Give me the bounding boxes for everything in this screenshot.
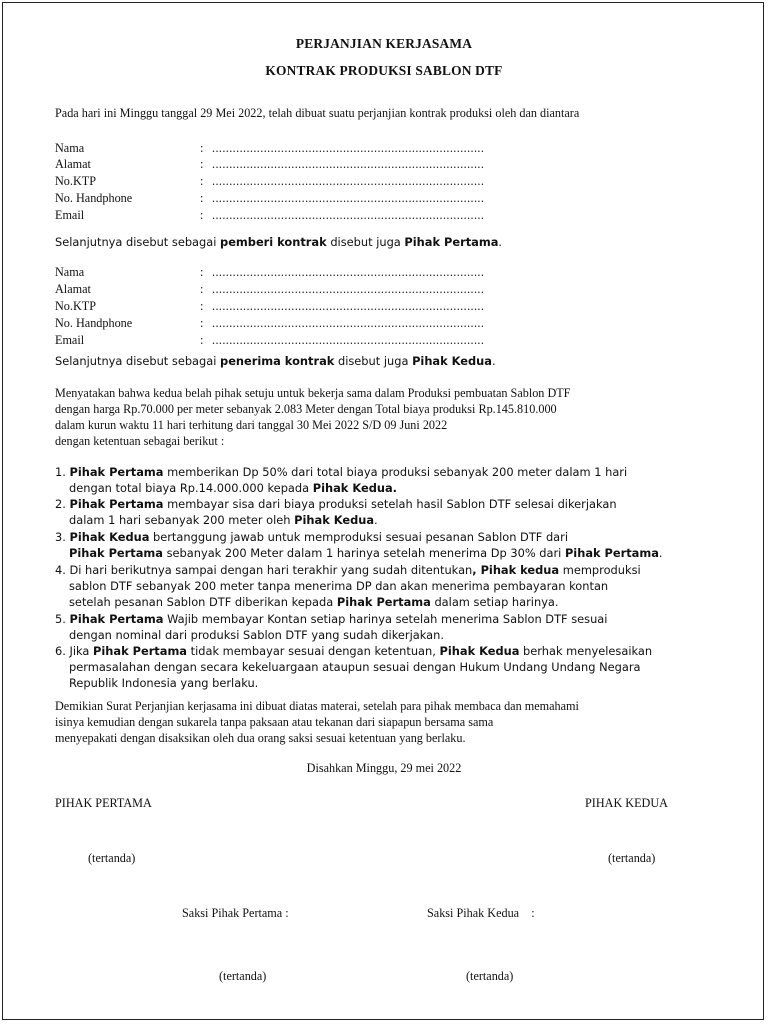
term-3-cont [69, 545, 663, 561]
term-number: 6. [55, 644, 70, 658]
bold-segment: Pihak Pertama [404, 235, 499, 249]
field-colon: : [200, 174, 204, 188]
field-dots: ............................................................................... [212, 191, 485, 205]
text-segment: Jika [69, 644, 94, 658]
field-colon: : [200, 299, 204, 313]
text-segment: dalam setiap harinya. [430, 595, 559, 609]
ratification-date: Disahkan Minggu, 29 mei 2022 [306, 761, 462, 775]
bold-segment: Pihak Kedua [412, 354, 492, 368]
bold-segment: Pihak Kedua [69, 530, 150, 544]
term-6-cont: permasalahan dengan secara kekeluargaan ataupun sesuai dengan Hukum Undang Undang Negara [69, 660, 641, 674]
field-colon: : [200, 316, 204, 330]
text-segment: sebanyak 200 Meter dalam 1 harinya setelah menerima Dp 30% dari [162, 546, 565, 560]
field-dots: ............................................................................... [212, 316, 485, 330]
term-5-cont: dengan nominal dari produksi Sablon DTF yang sudah dikerjakan. [69, 628, 444, 642]
field-label: Alamat [55, 282, 91, 296]
party2-description [55, 353, 496, 369]
witness1-signed: (tertanda) [219, 969, 267, 983]
term-number: 5. [55, 612, 70, 626]
party2-field-email [55, 332, 484, 348]
party1-field-ktp [55, 173, 484, 189]
term-4-cont [69, 594, 559, 610]
party1-signature-heading: PIHAK PERTAMA [55, 796, 152, 810]
term-2 [55, 496, 617, 512]
party2-field-phone [55, 315, 484, 331]
text-segment: disebut juga [334, 354, 413, 368]
closing-line: menyepakati dengan disaksikan oleh dua orang saksi sesuai ketentuan yang berlaku. [55, 731, 466, 745]
field-colon: : [200, 141, 204, 155]
statement-line: dengan harga Rp.70.000 per meter sebanyak 2.083 Meter dengan Total biaya produksi Rp.145.810.000 [55, 402, 557, 416]
term-number: 2. [55, 497, 70, 511]
field-label: No. Handphone [55, 191, 133, 205]
bold-segment: Pihak Pertama [69, 465, 164, 479]
text-segment: . [491, 354, 496, 368]
field-colon: : [200, 333, 204, 347]
witness2-signed: (tertanda) [466, 969, 514, 983]
text-segment: disebut juga [326, 235, 405, 249]
bold-segment: Pihak Kedua [439, 644, 520, 658]
statement-line: dengan ketentuan sebagai berikut : [55, 434, 225, 448]
field-dots: ............................................................................... [212, 141, 485, 155]
party1-signed: (tertanda) [88, 851, 136, 865]
text-segment: dengan total biaya Rp.14.000.000 kepada [69, 481, 313, 495]
field-dots: ............................................................................... [212, 157, 485, 171]
text-segment: memproduksi [559, 563, 641, 577]
statement-line: Menyatakan bahwa kedua belah pihak setuju untuk bekerja sama dalam Produksi pembuatan Sablon DTF [55, 386, 571, 400]
bold-segment: Pihak Pertama [336, 595, 431, 609]
field-dots: ............................................................................... [212, 174, 485, 188]
party2-signed: (tertanda) [608, 851, 656, 865]
party1-field-name [55, 140, 484, 156]
bold-segment: Pihak Pertama [69, 546, 163, 560]
field-colon: : [200, 157, 204, 171]
text-segment: setelah pesanan Sablon DTF diberikan kepada [69, 595, 337, 609]
term-1 [55, 464, 627, 480]
term-6 [55, 643, 652, 659]
intro-paragraph: Pada hari ini Minggu tanggal 29 Mei 2022, telah dibuat suatu perjanjian kontrak produksi oleh dan diantara [55, 106, 580, 120]
bold-segment: Pihak Pertama [564, 546, 659, 560]
field-dots: ............................................................................... [212, 333, 485, 347]
field-label: No. Handphone [55, 316, 133, 330]
text-segment: . [374, 513, 378, 527]
term-1-cont [69, 480, 397, 496]
party2-field-address [55, 281, 484, 297]
term-number: 3. [55, 530, 70, 544]
party1-description [55, 234, 502, 250]
term-3 [55, 529, 568, 545]
field-colon: : [200, 208, 204, 222]
field-dots: ............................................................................... [212, 299, 485, 313]
field-colon: : [200, 191, 204, 205]
field-label: No.KTP [55, 174, 96, 188]
party1-field-address [55, 156, 484, 172]
bold-segment: Pihak Kedua. [312, 481, 397, 495]
field-dots: ............................................................................... [212, 282, 485, 296]
bold-segment: Pihak Pertama [93, 644, 187, 658]
party2-field-name [55, 264, 484, 280]
text-segment: tidak membayar sesuai dengan ketentuan, [187, 644, 440, 658]
bold-segment: Pihak Pertama [69, 612, 164, 626]
statement-line: dalam kurun waktu 11 hari terhitung dari tanggal 30 Mei 2022 S/D 09 Juni 2022 [55, 418, 448, 432]
text-segment: Selanjutnya disebut sebagai [55, 354, 221, 368]
text-segment: bertanggung jawab untuk memproduksi sesuai pesanan Sablon DTF dari [149, 530, 569, 544]
text-segment: Wajib membayar Kontan setiap harinya setelah menerima Sablon DTF sesuai [163, 612, 608, 626]
witness2-heading: Saksi Pihak Kedua : [427, 906, 535, 920]
document-subtitle: KONTRAK PRODUKSI SABLON DTF [265, 63, 503, 78]
field-colon: : [200, 282, 204, 296]
text-segment: Selanjutnya disebut sebagai [55, 235, 221, 249]
field-label: Email [55, 333, 85, 347]
witness1-heading: Saksi Pihak Pertama : [182, 906, 289, 920]
field-colon: : [200, 265, 204, 279]
field-label: Alamat [55, 157, 91, 171]
document-title: PERJANJIAN KERJASAMA [295, 36, 473, 51]
field-label: Nama [55, 141, 85, 155]
bold-segment: Pihak Pertama [69, 497, 164, 511]
term-4 [55, 562, 641, 578]
term-6-cont: Republik Indonesia yang berlaku. [69, 676, 259, 690]
bold-segment: pemberi kontrak [220, 235, 327, 249]
field-dots: ............................................................................... [212, 208, 485, 222]
text-segment: berhak menyelesaikan [519, 644, 653, 658]
party2-field-ktp [55, 298, 484, 314]
party1-field-phone [55, 190, 484, 206]
term-4-cont: sablon DTF sebanyak 200 meter tanpa menerima DP dan akan menerima pembayaran kontan [69, 579, 609, 593]
text-segment: Di hari berikutnya sampai dengan hari terakhir yang sudah ditentukan [69, 563, 473, 577]
term-number: 1. [55, 465, 70, 479]
text-segment: membayar sisa dari biaya produksi setelah hasil Sablon DTF selesai dikerjakan [163, 497, 617, 511]
bold-segment: Pihak Kedua [294, 513, 375, 527]
bold-segment: , Pihak kedua [472, 563, 560, 577]
text-segment: memberikan Dp 50% dari total biaya produksi sebanyak 200 meter dalam 1 hari [163, 465, 628, 479]
bold-segment: penerima kontrak [220, 354, 335, 368]
text-segment: . [498, 235, 503, 249]
term-2-cont [69, 512, 378, 528]
field-dots: ............................................................................... [212, 265, 485, 279]
text-segment: dalam 1 hari sebanyak 200 meter oleh [69, 513, 295, 527]
party2-signature-heading: PIHAK KEDUA [585, 796, 668, 810]
closing-line: isinya kemudian dengan sukarela tanpa paksaan atau tekanan dari siapapun bersama sama [55, 715, 494, 729]
closing-line: Demikian Surat Perjanjian kerjasama ini dibuat diatas materai, setelah para pihak membaca dan memahami [55, 699, 579, 713]
field-label: Email [55, 208, 85, 222]
term-5 [55, 611, 607, 627]
party1-field-email [55, 207, 484, 223]
text-segment: . [658, 546, 663, 560]
term-number: 4. [55, 563, 70, 577]
field-label: No.KTP [55, 299, 96, 313]
field-label: Nama [55, 265, 85, 279]
